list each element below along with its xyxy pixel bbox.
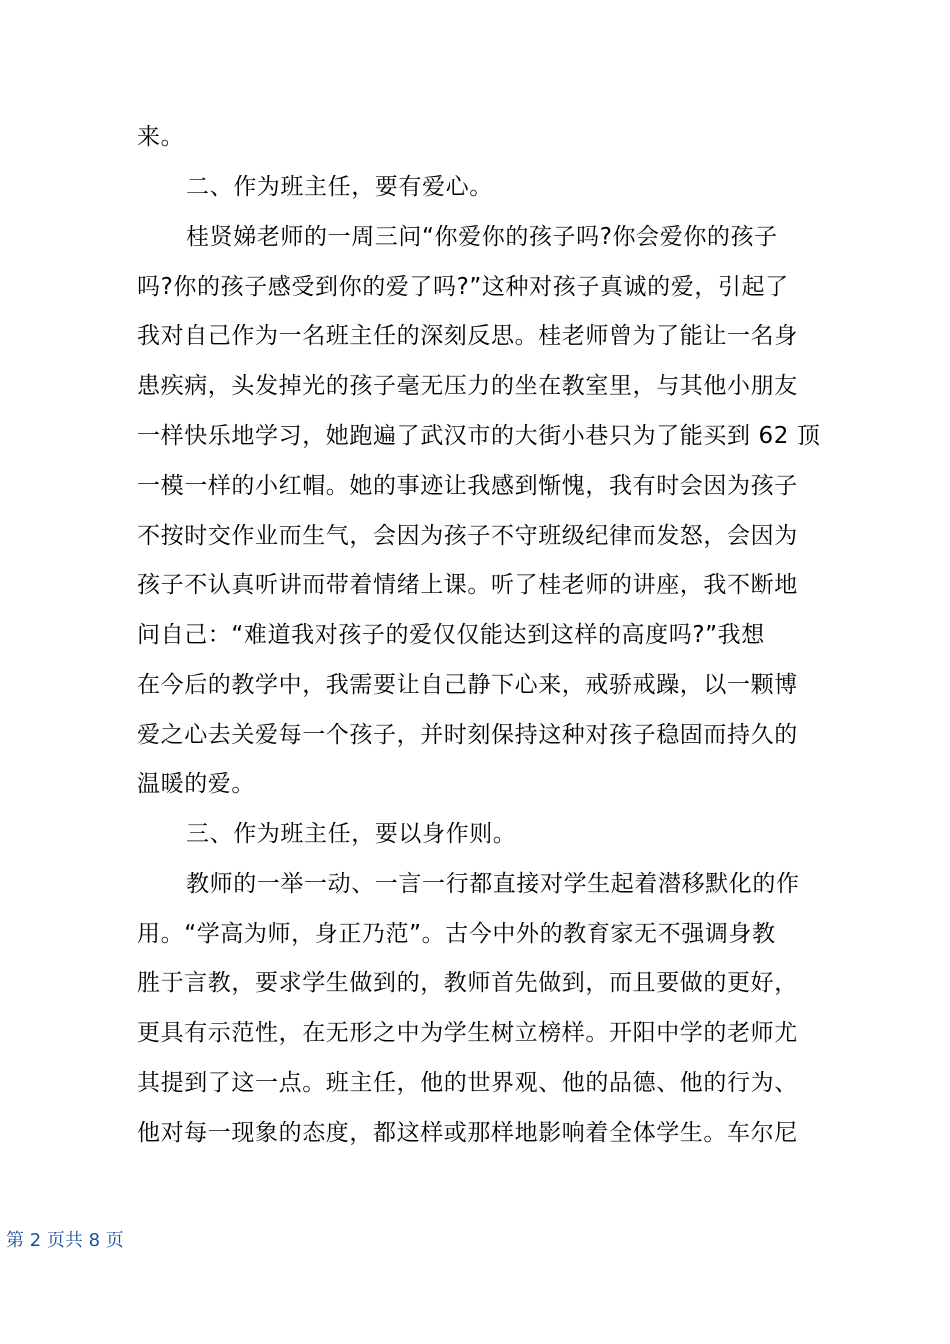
section-heading-2: 二、作为班主任，要有爱心。 bbox=[186, 174, 493, 200]
text-line-21: 他对每一现象的态度，都这样或那样地影响着全体学生。车尔尼 bbox=[137, 1120, 798, 1146]
text-line-8: 一模一样的小红帽。她的事迹让我感到惭愧，我有时会因为孩子 bbox=[137, 473, 798, 499]
text-line-9: 不按时交作业而生气，会因为孩子不守班级纪律而发怒，会因为 bbox=[137, 523, 798, 549]
text-line-16: 教师的一举一动、一言一行都直接对学生起着潜移默化的作 bbox=[186, 871, 800, 897]
text-line-18: 胜于言教，要求学生做到的，教师首先做到，而且要做的更好， bbox=[137, 970, 798, 996]
text-line-1: 来。 bbox=[137, 124, 185, 150]
text-line-17: 用。“学高为师，身正乃范”。古今中外的教育家无不强调身教 bbox=[137, 921, 776, 947]
text-line-11: 问自己：“难道我对孩子的爱仅仅能达到这样的高度吗?”我想 bbox=[137, 622, 765, 648]
text-line-4: 吗?你的孩子感受到你的爱了吗?”这种对孩子真诚的爱，引起了 bbox=[137, 274, 789, 300]
text-line-14: 温暖的爱。 bbox=[137, 771, 255, 797]
text-line-20: 其提到了这一点。班主任，他的世界观、他的品德、他的行为、 bbox=[137, 1070, 798, 1096]
text-line-10: 孩子不认真听讲而带着情绪上课。听了桂老师的讲座，我不断地 bbox=[137, 572, 798, 598]
text-line-19: 更具有示范性，在无形之中为学生树立榜样。开阳中学的老师尤 bbox=[137, 1020, 798, 1046]
page-number-footer: 第 2 页共 8 页 bbox=[6, 1230, 124, 1251]
text-line-3: 桂贤娣老师的一周三问“你爱你的孩子吗?你会爱你的孩子 bbox=[186, 224, 778, 250]
text-line-6: 患疾病，头发掉光的孩子毫无压力的坐在教室里，与其他小朋友 bbox=[137, 373, 798, 399]
text-line-7: 一样快乐地学习，她跑遍了武汉市的大街小巷只为了能买到 62 顶 bbox=[137, 423, 821, 449]
section-heading-3: 三、作为班主任，要以身作则。 bbox=[186, 821, 517, 847]
text-line-12: 在今后的教学中，我需要让自己静下心来，戒骄戒躁，以一颗博 bbox=[137, 672, 798, 698]
text-line-13: 爱之心去关爱每一个孩子，并时刻保持这种对孩子稳固而持久的 bbox=[137, 722, 798, 748]
text-line-5: 我对自己作为一名班主任的深刻反思。桂老师曾为了能让一名身 bbox=[137, 323, 798, 349]
